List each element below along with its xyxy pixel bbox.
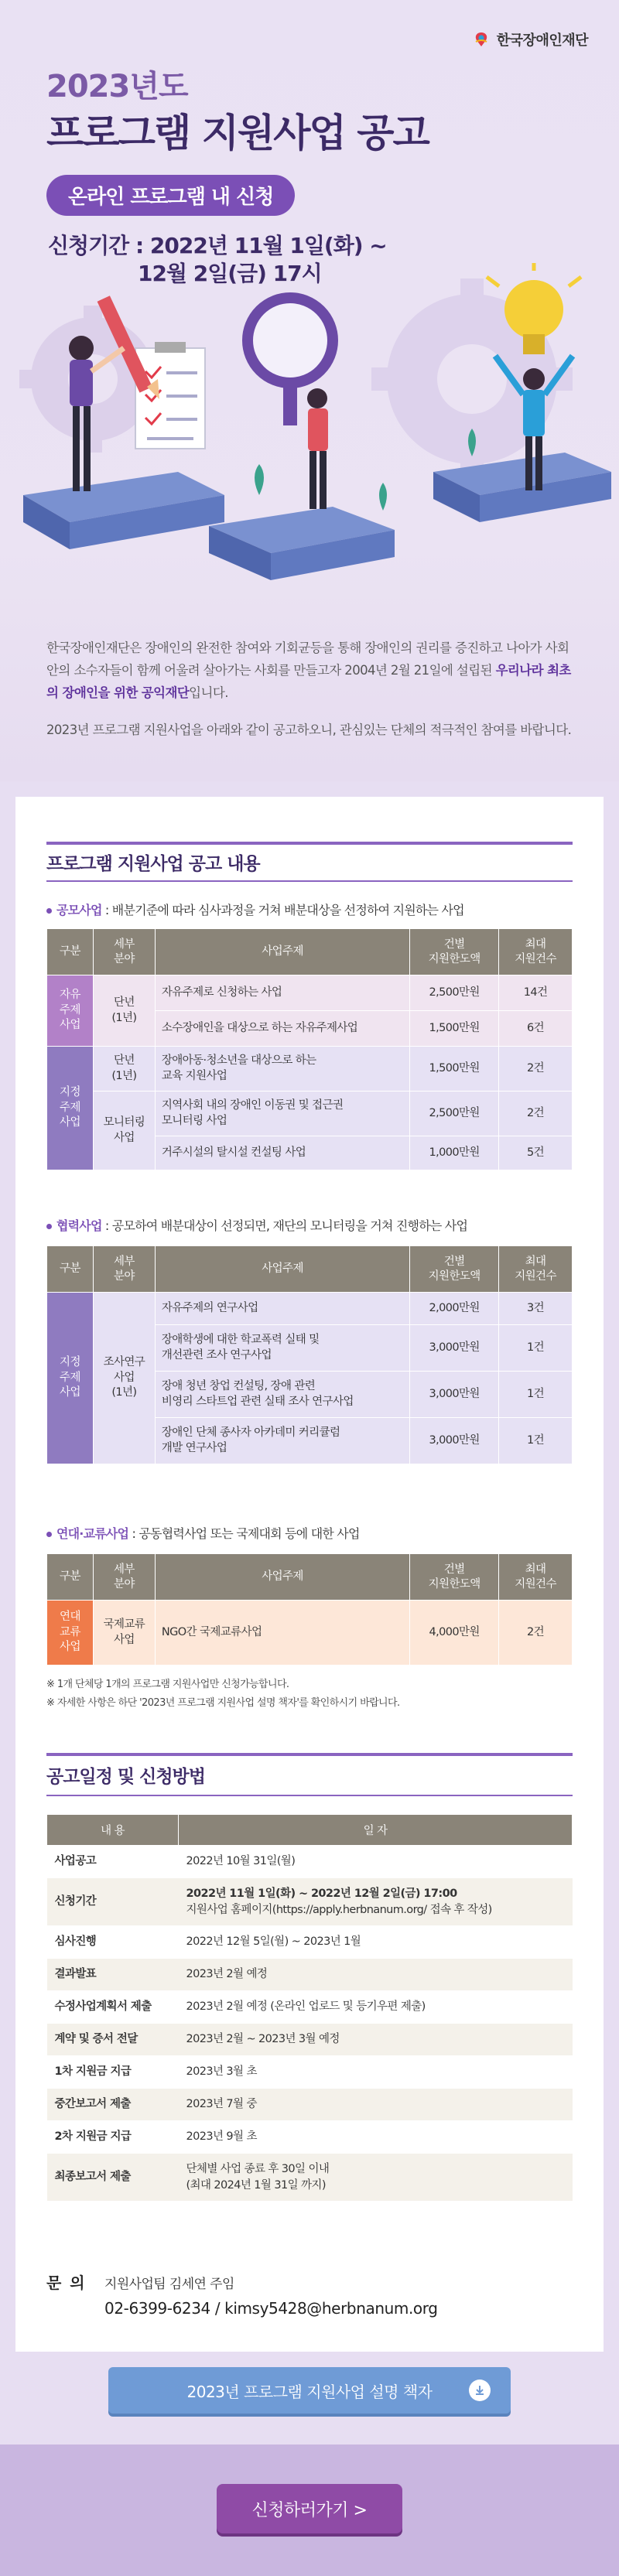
table-cell: 자유주제의 연구사업 bbox=[155, 1293, 409, 1325]
schedule-key: 사업공고 bbox=[47, 1846, 179, 1878]
sub-cell: 조사연구 사업 (1년) bbox=[93, 1293, 155, 1464]
gongmo-desc: : 배분기준에 따라 심사과정을 거쳐 배분대상을 선정하여 지원하는 사업 bbox=[101, 903, 464, 917]
table-header: 구분 bbox=[47, 1246, 94, 1293]
table-cell: 2,000만원 bbox=[410, 1293, 499, 1325]
table-row bbox=[47, 2089, 573, 2121]
table-row bbox=[47, 2121, 573, 2154]
group-cell: 지정 주제 사업 bbox=[47, 1293, 94, 1464]
table-header: 건별 지원한도액 bbox=[410, 929, 499, 975]
schedule-value: 2023년 2월 ~ 2023년 3월 예정 bbox=[179, 2024, 573, 2056]
yeondae-desc: : 공동협력사업 또는 국제대회 등에 대한 사업 bbox=[128, 1526, 360, 1541]
apply-period-line1: 신청기간 : 2022년 11월 1일(화) ~ bbox=[48, 233, 387, 258]
section-title-schedule: 공고일정 및 신청방법 bbox=[46, 1767, 205, 1787]
logo-text: 한국장애인재단 bbox=[496, 32, 588, 49]
table-cell: 1건 bbox=[499, 1325, 573, 1372]
table-cell: 3,000만원 bbox=[410, 1325, 499, 1372]
table-cell: 2,500만원 bbox=[410, 1092, 499, 1136]
table-row bbox=[47, 1926, 573, 1959]
table-row bbox=[47, 2024, 573, 2056]
hero-year: 2023년도 bbox=[46, 69, 188, 104]
table-cell: 장애인 단체 종사자 아카데미 커리큘럼 개발 연구사업 bbox=[155, 1418, 409, 1464]
table-cell: 1,500만원 bbox=[410, 1011, 499, 1047]
schedule-value-sub: 지원사업 홈페이지(https://apply.herbnanum.org/ 접속 후 작성) bbox=[186, 1903, 492, 1916]
hyeomnyeok-label: 협력사업 bbox=[56, 1218, 102, 1233]
group-cell: 지정 주제 사업 bbox=[47, 1047, 94, 1170]
sub-cell: 모니터링 사업 bbox=[93, 1092, 155, 1170]
schedule-value: 2023년 2월 예정 (온라인 업로드 및 등기우편 제출) bbox=[179, 1991, 573, 2024]
table-cell: 1,500만원 bbox=[410, 1047, 499, 1092]
table-row bbox=[47, 1991, 573, 2024]
table-cell: 자유주제로 신청하는 사업 bbox=[155, 975, 409, 1011]
table-cell: 3,000만원 bbox=[410, 1372, 499, 1418]
manual-download-button[interactable] bbox=[108, 2367, 511, 2414]
hyeomnyeok-heading bbox=[46, 1216, 580, 1234]
bullet-icon bbox=[46, 908, 52, 914]
hero-section bbox=[0, 0, 619, 781]
table-cell: 1건 bbox=[499, 1418, 573, 1464]
apply-period-line2: 12월 2일(금) 17시 bbox=[138, 261, 322, 286]
table-row bbox=[47, 2056, 573, 2089]
table-header: 최대 지원건수 bbox=[499, 1246, 573, 1293]
hero-illustration bbox=[0, 263, 619, 619]
online-apply-pill: 온라인 프로그램 내 신청 bbox=[46, 175, 295, 216]
schedule-key: 심사진행 bbox=[47, 1926, 179, 1959]
intro-highlight: 우리나라 최초의 장애인을 위한 공익재단 bbox=[46, 662, 571, 700]
schedule-key: 신청기간 bbox=[47, 1878, 179, 1926]
table-header: 최대 지원건수 bbox=[499, 929, 573, 975]
yeondae-heading bbox=[46, 1524, 580, 1542]
section-divider bbox=[46, 1795, 573, 1796]
gongmo-table bbox=[46, 928, 573, 1170]
table-cell: 5건 bbox=[499, 1136, 573, 1170]
section-divider bbox=[46, 842, 573, 845]
logo-mark-icon bbox=[472, 30, 491, 49]
table-header: 사업주제 bbox=[155, 929, 409, 975]
table-cell: 장애학생에 대한 학교폭력 실태 및 개선관련 조사 연구사업 bbox=[155, 1325, 409, 1372]
table-header: 세부 분야 bbox=[93, 1554, 155, 1601]
sub-cell: 국제교류 사업 bbox=[93, 1601, 155, 1666]
schedule-key: 최종보고서 제출 bbox=[47, 2154, 179, 2202]
intro-text-end: 입니다. bbox=[189, 685, 228, 700]
note-2: ※ 자세한 사항은 하단 '2023년 프로그램 지원사업 설명 책자'를 확인하시기 바랍니다. bbox=[46, 1697, 400, 1709]
table-cell: 장애 청년 창업 컨설팅, 장애 관련 비영리 스타트업 관련 실태 조사 연구사업 bbox=[155, 1372, 409, 1418]
schedule-value: 2023년 2월 예정 bbox=[179, 1959, 573, 1991]
sub-cell: 단년 (1년) bbox=[93, 1047, 155, 1092]
table-row bbox=[47, 1959, 573, 1991]
yeondae-label: 연대·교류사업 bbox=[56, 1526, 129, 1541]
schedule-value: 2022년 10월 31일(월) bbox=[179, 1846, 573, 1878]
puzzle-icon bbox=[23, 453, 611, 580]
schedule-value: 2022년 11월 1일(화) ~ 2022년 12월 2일(금) 17:00 bbox=[186, 1888, 457, 1901]
section-divider bbox=[46, 1753, 573, 1756]
sub-cell: 단년 (1년) bbox=[93, 975, 155, 1047]
table-cell: 2건 bbox=[499, 1047, 573, 1092]
foundation-logo[interactable] bbox=[472, 29, 588, 50]
table-header: 건별 지원한도액 bbox=[410, 1554, 499, 1601]
clipboard-icon bbox=[135, 342, 205, 449]
contact-name: 지원사업팀 김세연 주임 bbox=[104, 2277, 234, 2292]
table-header: 구분 bbox=[47, 1554, 94, 1601]
page-title: 프로그램 지원사업 공고 bbox=[46, 111, 429, 155]
table-header: 사업주제 bbox=[155, 1554, 409, 1601]
table-header: 건별 지원한도액 bbox=[410, 1246, 499, 1293]
schedule-value: 단체별 사업 종료 후 30일 이내 bbox=[186, 2163, 330, 2176]
schedule-table bbox=[46, 1814, 573, 2202]
yeondae-table bbox=[46, 1553, 573, 1666]
table-cell: 2건 bbox=[499, 1601, 573, 1666]
schedule-value-sub: (최대 2024년 1월 31일 까지) bbox=[186, 2178, 326, 2192]
table-cell: NGO간 국제교류사업 bbox=[155, 1601, 409, 1666]
table-cell: 2건 bbox=[499, 1092, 573, 1136]
table-header: 사업주제 bbox=[155, 1246, 409, 1293]
table-header: 세부 분야 bbox=[93, 929, 155, 975]
content-card bbox=[15, 797, 604, 2352]
table-header: 세부 분야 bbox=[93, 1246, 155, 1293]
table-cell: 2,500만원 bbox=[410, 975, 499, 1011]
download-icon bbox=[469, 2380, 491, 2401]
schedule-key: 계약 및 증서 전달 bbox=[47, 2024, 179, 2056]
schedule-value: 2023년 3월 초 bbox=[179, 2056, 573, 2089]
contact-phone[interactable]: 02-6399-6234 / kimsy5428@herbnanum.org bbox=[104, 2299, 438, 2318]
table-cell: 1건 bbox=[499, 1372, 573, 1418]
table-header: 내 용 bbox=[47, 1815, 179, 1846]
table-row bbox=[47, 2154, 573, 2202]
person-icon bbox=[307, 388, 328, 509]
schedule-value: 2023년 9월 초 bbox=[179, 2121, 573, 2154]
intro-paragraph-1 bbox=[46, 637, 573, 705]
table-cell: 4,000만원 bbox=[410, 1601, 499, 1666]
hyeomnyeok-table bbox=[46, 1245, 573, 1464]
bullet-icon bbox=[46, 1532, 52, 1537]
hyeomnyeok-desc: : 공모하여 배분대상이 선정되면, 재단의 모니터링을 거쳐 진행하는 사업 bbox=[101, 1218, 468, 1233]
schedule-value: 2022년 12월 5일(월) ~ 2023년 1월 bbox=[179, 1926, 573, 1959]
table-header: 일 자 bbox=[179, 1815, 573, 1846]
table-cell: 3건 bbox=[499, 1293, 573, 1325]
schedule-key: 2차 지원금 지급 bbox=[47, 2121, 179, 2154]
table-row bbox=[47, 1878, 573, 1926]
section-divider bbox=[46, 880, 573, 882]
table-cell: 1,000만원 bbox=[410, 1136, 499, 1170]
table-cell: 14건 bbox=[499, 975, 573, 1011]
table-header: 구분 bbox=[47, 929, 94, 975]
table-cell: 지역사회 내의 장애인 이동권 및 접근권 모니터링 사업 bbox=[155, 1092, 409, 1136]
gongmo-label: 공모사업 bbox=[56, 903, 102, 917]
group-cell: 자유 주제 사업 bbox=[47, 975, 94, 1047]
bullet-icon bbox=[46, 1224, 52, 1229]
table-cell: 소수장애인을 대상으로 하는 자유주제사업 bbox=[155, 1011, 409, 1047]
table-cell: 6건 bbox=[499, 1011, 573, 1047]
manual-download-label: 2023년 프로그램 지원사업 설명 책자 bbox=[186, 2382, 433, 2401]
gongmo-heading bbox=[46, 900, 580, 918]
intro-paragraph-2: 2023년 프로그램 지원사업을 아래와 같이 공고하오니, 관심있는 단체의 적극적인 참여를 바랍니다. bbox=[46, 723, 572, 737]
contact-label: 문 의 bbox=[46, 2274, 87, 2292]
section-title-announcement: 프로그램 지원사업 공고 내용 bbox=[46, 854, 260, 874]
table-cell: 거주시설의 탈시설 컨설팅 사업 bbox=[155, 1136, 409, 1170]
intro-text: 한국장애인재단은 장애인의 완전한 참여와 기회균등을 통해 장애인의 권리를 증진하고 나아가 사회 안의 소수자들이 함께 어울려 살아가는 사회를 만들고자 2004년 2월 21일에 설립된 bbox=[46, 641, 569, 678]
table-cell: 장애아동·청소년을 대상으로 하는 교육 지원사업 bbox=[155, 1047, 409, 1092]
schedule-value: 2023년 7월 중 bbox=[179, 2089, 573, 2121]
schedule-key: 수정사업계획서 제출 bbox=[47, 1991, 179, 2024]
table-header: 최대 지원건수 bbox=[499, 1554, 573, 1601]
schedule-key: 중간보고서 제출 bbox=[47, 2089, 179, 2121]
apply-button[interactable]: 신청하러가기 > bbox=[217, 2484, 402, 2533]
table-cell: 3,000만원 bbox=[410, 1418, 499, 1464]
schedule-key: 결과발표 bbox=[47, 1959, 179, 1991]
schedule-key: 1차 지원금 지급 bbox=[47, 2056, 179, 2089]
note-1: ※ 1개 단체당 1개의 프로그램 지원사업만 신청가능합니다. bbox=[46, 1679, 289, 1690]
group-cell: 연대 교류 사업 bbox=[47, 1601, 94, 1666]
table-row bbox=[47, 1846, 573, 1878]
